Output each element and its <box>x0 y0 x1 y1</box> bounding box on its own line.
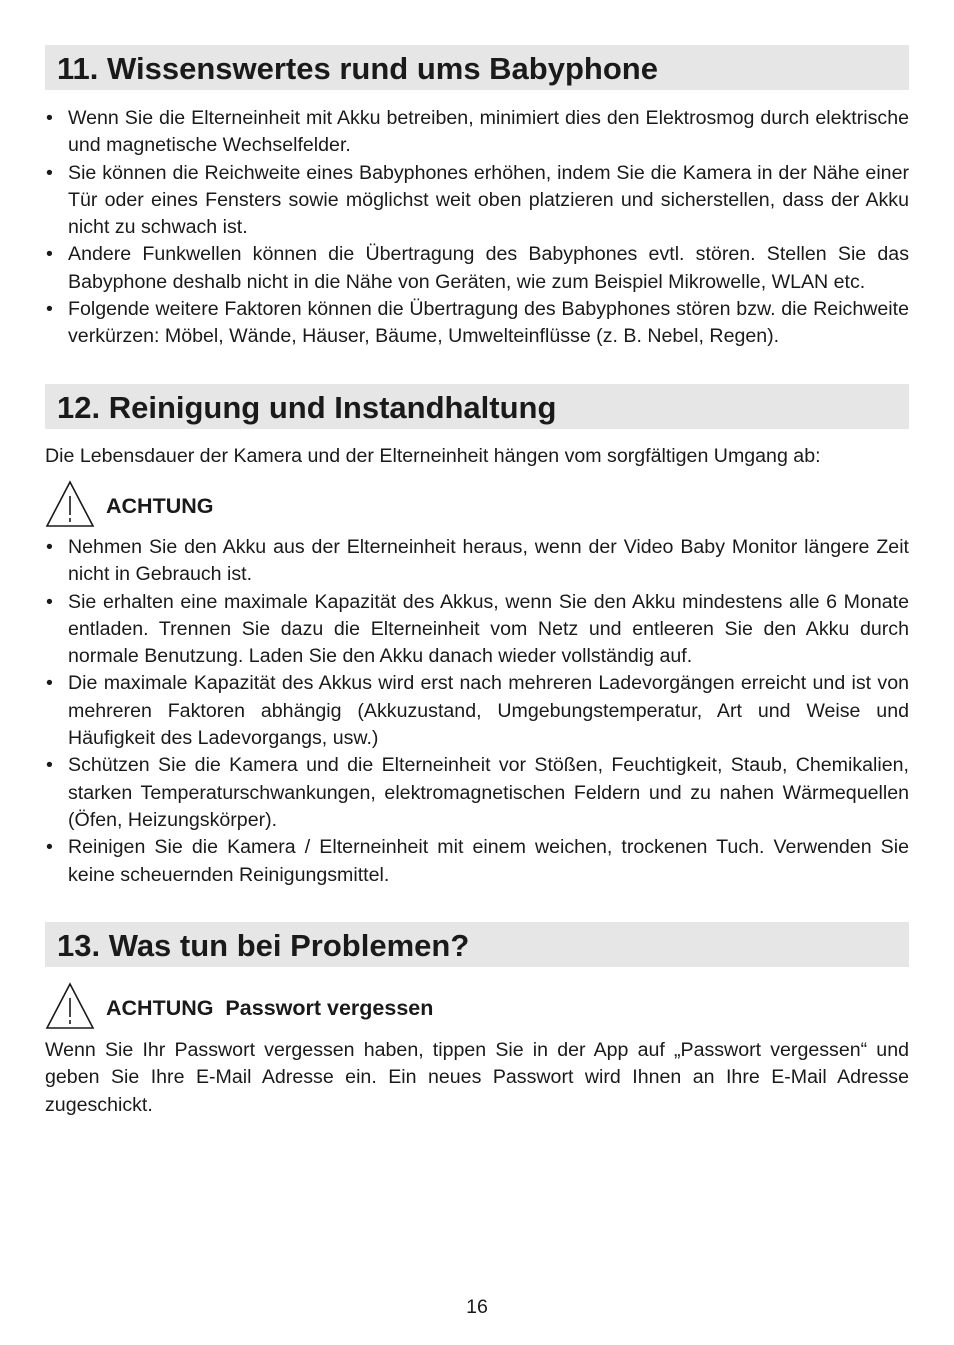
section-12-intro: Die Lebensdauer der Kamera und der Elterneinheit hängen vom sorgfältigen Umgang ab: <box>45 445 821 467</box>
list-item: • Die maximale Kapazität des Akkus wird erst nach mehreren Ladevorgängen erreicht und ist von mehreren Faktoren abhängig (Akkuzustand, Umgebungstemperatur, Art und Weise und Häufigkeit des Ladevorgangs, usw.) <box>45 670 909 752</box>
warning-triangle-icon <box>45 981 95 1031</box>
section-11-list <box>45 105 909 351</box>
list-item: • Andere Funkwellen können die Übertragung des Babyphones evtl. stören. Stellen Sie das Babyphone deshalb nicht in die Nähe von Geräten, wie zum Beispiel Mikrowelle, WLAN etc. <box>45 241 909 296</box>
warning-row <box>45 980 433 1032</box>
list-item: • Wenn Sie die Elterneinheit mit Akku betreiben, minimiert dies den Elektrosmog durch elektrische und magnetische Wechselfelder. <box>45 105 909 160</box>
page-number: 16 <box>466 1296 488 1318</box>
warning-label: ACHTUNG <box>106 493 214 518</box>
warning-triangle-icon <box>45 479 95 529</box>
list-item: • Reinigen Sie die Kamera / Elterneinheit mit einem weichen, trockenen Tuch. Verwenden Sie keine scheuernden Reinigungsmittel. <box>45 834 909 889</box>
list-item: • Schützen Sie die Kamera und die Elterneinheit vor Stößen, Feuchtigkeit, Staub, Chemikalien, starken Temperaturschwankungen, elektromagnetischen Feldern und zu nahen Wärmequellen (Öfen, Heizungskörper). <box>45 752 909 834</box>
list-item: • Nehmen Sie den Akku aus der Elterneinheit heraus, wenn der Video Baby Monitor längere Zeit nicht in Gebrauch ist. <box>45 534 909 589</box>
list-item: • Folgende weitere Faktoren können die Übertragung des Babyphones stören bzw. die Reichweite verkürzen: Möbel, Wände, Häuser, Bäume, Umwelteinflüsse (z. B. Nebel, Regen). <box>45 296 909 351</box>
section-12-heading: 12. Reinigung und Instandhaltung <box>45 384 909 429</box>
section-11-heading: 11. Wissenswertes rund ums Babyphone <box>45 45 909 90</box>
section-12-list <box>45 534 909 889</box>
warning-label: ACHTUNG Passwort vergessen <box>106 995 434 1020</box>
section-13-heading: 13. Was tun bei Problemen? <box>45 922 909 967</box>
list-item: • Sie können die Reichweite eines Babyphones erhöhen, indem Sie die Kamera in der Nähe einer Tür oder eines Fensters sowie möglichst weit oben platzieren und sicherstellen, dass der Akku nicht zu schwach ist. <box>45 160 909 242</box>
warning-row <box>45 478 214 530</box>
section-13-text: Wenn Sie Ihr Passwort vergessen haben, tippen Sie in der App auf „Passwort vergessen“ und geben Sie Ihre E-Mail Adresse ein. Ein neues Passwort wird Ihnen an Ihre E-Mail Adresse zugeschickt. <box>45 1039 909 1116</box>
list-item: • Sie erhalten eine maximale Kapazität des Akkus, wenn Sie den Akku mindestens alle 6 Monate entladen. Trennen Sie dazu die Elterneinheit vom Netz und entleeren Sie den Akku durch normale Benutzung. Laden Sie den Akku danach wieder vollständig auf. <box>45 589 909 671</box>
